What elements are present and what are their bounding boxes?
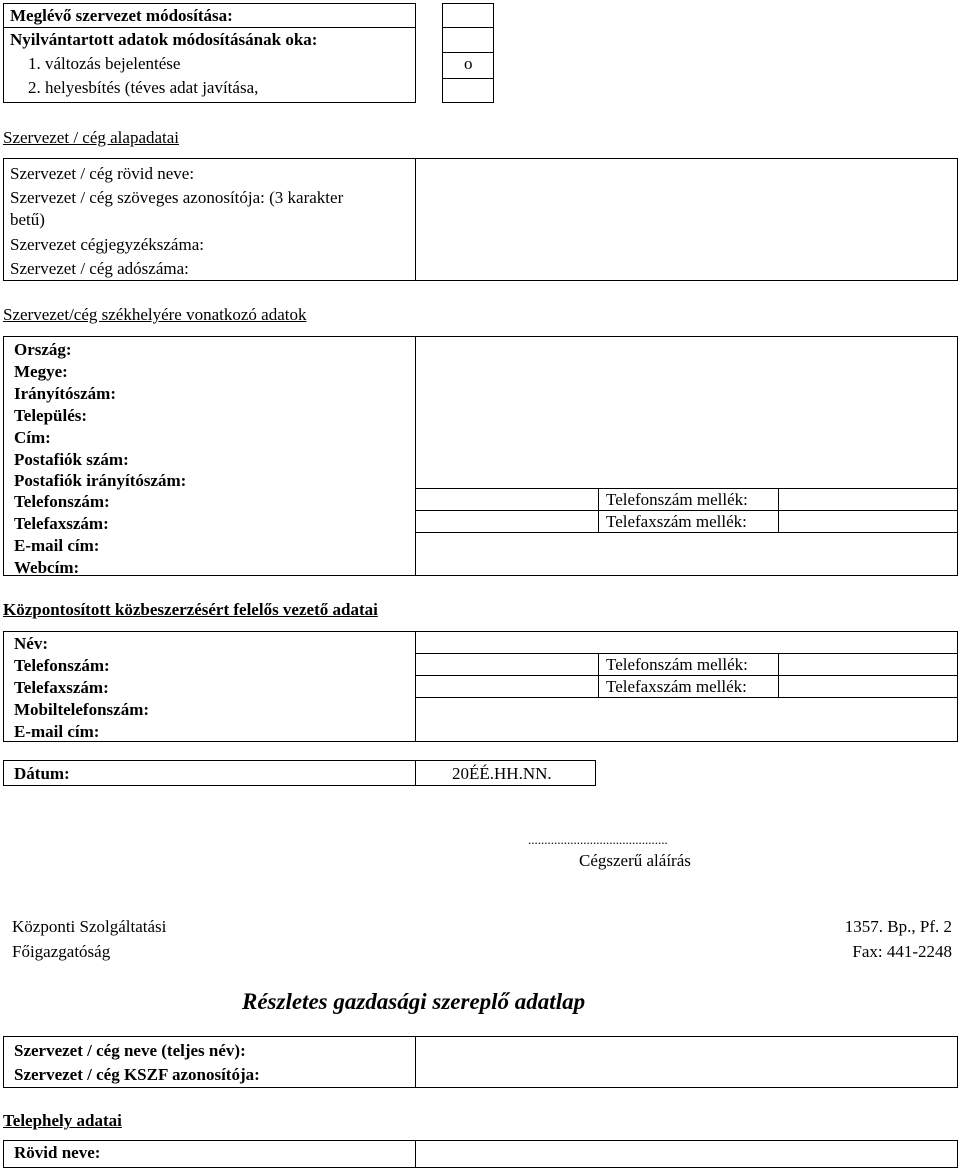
divider bbox=[415, 653, 958, 654]
modification-title: Meglévő szervezet módosítása: bbox=[10, 6, 233, 25]
fax-label: Telefaxszám: bbox=[14, 514, 109, 533]
city-label: Település: bbox=[14, 406, 88, 425]
divider bbox=[3, 27, 416, 28]
seat-value-box[interactable] bbox=[415, 336, 958, 576]
seat-section-title: Szervezet/cég székhelyére vonatkozó adatok bbox=[3, 305, 307, 324]
divider bbox=[415, 532, 958, 533]
page2-title: Részletes gazdasági szereplő adatlap bbox=[242, 989, 586, 1014]
signature-caption: Cégszerű aláírás bbox=[579, 851, 691, 870]
email-label: E-mail cím: bbox=[14, 536, 100, 555]
manager-phone-ext-label: Telefonszám mellék: bbox=[606, 655, 748, 674]
phone-label: Telefonszám: bbox=[14, 492, 110, 511]
modification-checkbox-column[interactable] bbox=[442, 3, 494, 103]
site-value-box[interactable] bbox=[415, 1140, 958, 1168]
po-box-label: Postafiók szám: bbox=[14, 450, 129, 469]
page2-value-box[interactable] bbox=[415, 1036, 958, 1088]
divider bbox=[442, 78, 494, 79]
fax-ext-label: Telefaxszám mellék: bbox=[606, 512, 747, 531]
phone-ext-label: Telefonszám mellék: bbox=[606, 490, 748, 509]
address-label: Cím: bbox=[14, 428, 51, 447]
modification-option-2: 2. helyesbítés (téves adat javítása, bbox=[28, 78, 259, 97]
divider bbox=[442, 52, 494, 53]
manager-fax-label: Telefaxszám: bbox=[14, 678, 109, 697]
kszf-id-label: Szervezet / cég KSZF azonosítója: bbox=[14, 1065, 260, 1084]
divider bbox=[778, 653, 779, 697]
manager-name-label: Név: bbox=[14, 634, 48, 653]
full-name-label: Szervezet / cég neve (teljes név): bbox=[14, 1041, 246, 1060]
divider bbox=[415, 510, 958, 511]
date-label: Dátum: bbox=[14, 764, 70, 783]
divider bbox=[415, 697, 958, 698]
divider bbox=[415, 488, 958, 489]
divider bbox=[778, 488, 779, 532]
site-short-name-label: Rövid neve: bbox=[14, 1143, 101, 1162]
modification-option-1: 1. változás bejelentése bbox=[28, 54, 181, 73]
modification-reason-label: Nyilvántartott adatok módosításának oka: bbox=[10, 30, 318, 49]
web-label: Webcím: bbox=[14, 558, 80, 577]
basic-value-box[interactable] bbox=[415, 158, 958, 281]
tax-number-label: Szervezet / cég adószáma: bbox=[10, 259, 189, 278]
date-value: 20ÉÉ.HH.NN. bbox=[452, 764, 552, 783]
footer-org-line2: Főigazgatóság bbox=[12, 942, 111, 961]
footer-address-line2: Fax: 441-2248 bbox=[852, 942, 952, 961]
divider bbox=[598, 488, 599, 532]
country-label: Ország: bbox=[14, 340, 72, 359]
text-id-label-line1: Szervezet / cég szöveges azonosítója: (3 karakter bbox=[10, 188, 344, 207]
manager-fax-ext-label: Telefaxszám mellék: bbox=[606, 677, 747, 696]
divider bbox=[415, 675, 958, 676]
text-id-label-line2: betű) bbox=[10, 210, 45, 229]
site-section-title: Telephely adatai bbox=[3, 1111, 122, 1130]
option-1-mark: o bbox=[464, 54, 473, 73]
manager-phone-label: Telefonszám: bbox=[14, 656, 110, 675]
zip-label: Irányítószám: bbox=[14, 384, 116, 403]
county-label: Megye: bbox=[14, 362, 68, 381]
reg-number-label: Szervezet cégjegyzékszáma: bbox=[10, 235, 204, 254]
short-name-label: Szervezet / cég rövid neve: bbox=[10, 164, 195, 183]
divider bbox=[598, 653, 599, 697]
po-box-zip-label: Postafiók irányítószám: bbox=[14, 471, 187, 490]
divider bbox=[442, 27, 494, 28]
footer-address-line1: 1357. Bp., Pf. 2 bbox=[844, 917, 952, 936]
signature-dots: ........................................... bbox=[528, 832, 668, 847]
footer-org-line1: Központi Szolgáltatási bbox=[12, 917, 167, 936]
manager-section-title: Központosított közbeszerzésért felelős vezető adatai bbox=[3, 600, 378, 619]
manager-mobile-label: Mobiltelefonszám: bbox=[14, 700, 150, 719]
basic-section-title: Szervezet / cég alapadatai bbox=[3, 128, 180, 147]
manager-email-label: E-mail cím: bbox=[14, 722, 100, 741]
